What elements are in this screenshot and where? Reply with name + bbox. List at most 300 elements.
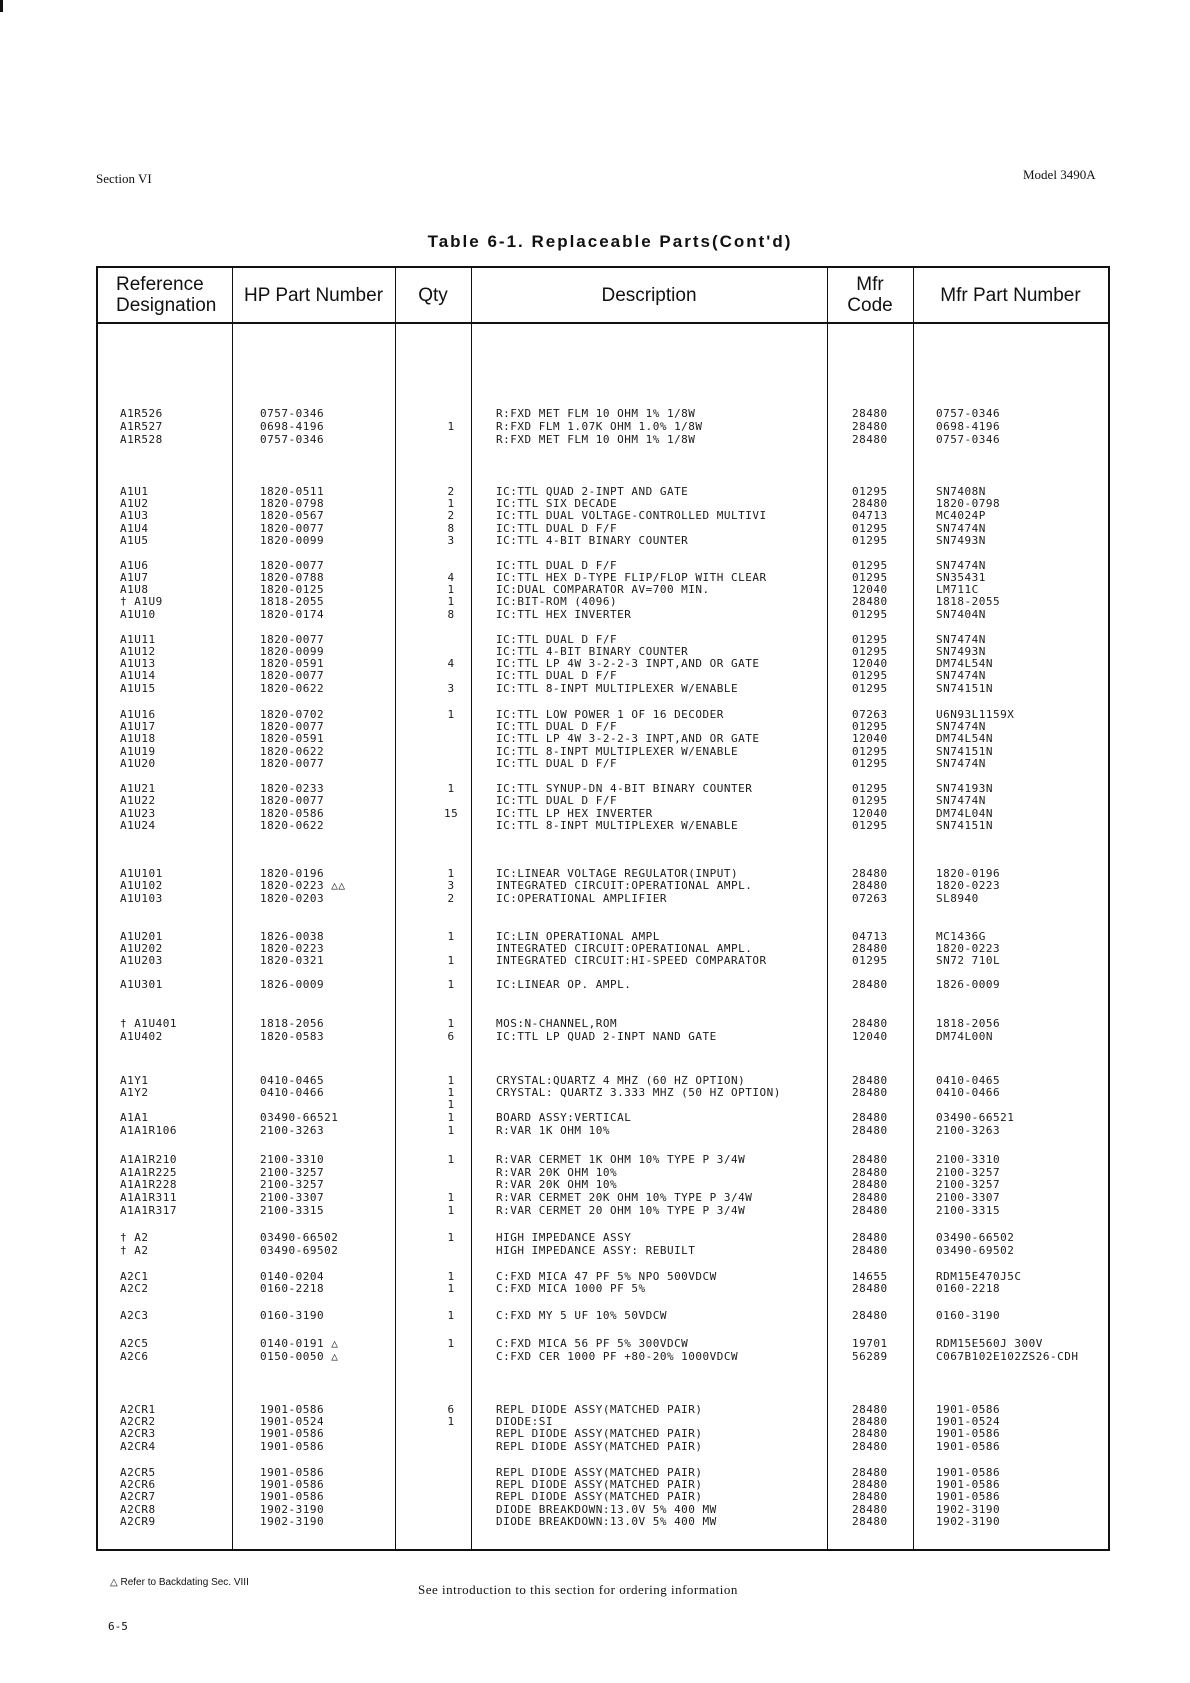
ordering-info: See introduction to this section for ordering information (418, 1582, 738, 1597)
row-cell-desc: R:VAR CERMET 20K OHM 10% TYPE P 3/4W (496, 1191, 753, 1204)
row-cell-desc: IC:LIN OPERATIONAL AMPL (496, 930, 660, 943)
row-cell-desc: IC:TTL 4-BIT BINARY COUNTER (496, 534, 689, 547)
row-cell-desc: R:FXD FLM 1.07K OHM 1.0% 1/8W (496, 420, 703, 433)
row-cell-hp: 1820-0077 (260, 757, 325, 770)
row-cell-code: 01295 (852, 720, 888, 733)
col-code-header: Mfr Code (847, 274, 893, 316)
row-cell-mpn: 1901-0586 (936, 1466, 1001, 1479)
row-cell-hp: 1820-0798 (260, 497, 325, 510)
col-divider (395, 268, 396, 1549)
row-cell-mpn: SN7404N (936, 608, 986, 621)
row-cell-ref: A1U18 (120, 732, 156, 745)
row-cell-desc: DIODE BREAKDOWN:13.0V 5% 400 MW (496, 1503, 717, 1516)
col-ref-header: Reference Designation (116, 274, 217, 316)
row-cell-desc: DIODE BREAKDOWN:13.0V 5% 400 MW (496, 1515, 717, 1528)
row-cell-code: 28480 (852, 433, 888, 446)
row-cell-qty: 4 (447, 657, 455, 670)
row-cell-hp: 1826-0009 (260, 978, 325, 991)
row-cell-mpn: SN7474N (936, 720, 986, 733)
col-divider (471, 268, 472, 1549)
row-cell-code: 28480 (852, 1124, 888, 1137)
row-cell-qty: 1 (447, 1231, 455, 1244)
row-cell-mpn: 0757-0346 (936, 433, 1001, 446)
row-cell-code: 12040 (852, 657, 888, 670)
row-cell-hp: 0698-4196 (260, 420, 325, 433)
row-cell-ref: A1U11 (120, 633, 156, 646)
row-cell-ref: A1U24 (120, 819, 156, 832)
row-cell-code: 01295 (852, 559, 888, 572)
row-cell-ref: A1U201 (120, 930, 163, 943)
row-cell-desc: DIODE:SI (496, 1415, 553, 1428)
row-cell-qty: 1 (447, 1204, 455, 1217)
row-cell-code: 01295 (852, 534, 888, 547)
row-cell-qty: 1 (447, 1191, 455, 1204)
row-cell-hp: 0140-0191 △ (260, 1337, 339, 1350)
row-cell-qty: 1 (447, 1074, 455, 1087)
table-header (98, 268, 1108, 324)
row-cell-mpn: 2100-3307 (936, 1191, 1001, 1204)
row-cell-mpn: SN7493N (936, 645, 986, 658)
row-cell-hp: 1818-2056 (260, 1017, 325, 1030)
row-cell-hp: 2100-3263 (260, 1124, 325, 1137)
row-cell-hp: 1820-0583 (260, 1030, 325, 1043)
row-cell-mpn: 0410-0466 (936, 1086, 1001, 1099)
row-cell-desc: R:VAR 20K OHM 10% (496, 1178, 618, 1191)
col-divider (827, 268, 828, 1549)
row-cell-hp: 1820-0077 (260, 720, 325, 733)
row-cell-qty: 1 (447, 595, 455, 608)
row-cell-ref: A1A1R225 (120, 1166, 177, 1179)
row-cell-mpn: 1820-0196 (936, 867, 1001, 880)
row-cell-code: 28480 (852, 942, 888, 955)
row-cell-hp: 1901-0524 (260, 1415, 325, 1428)
row-cell-mpn: LM711C (936, 583, 979, 596)
row-cell-desc: IC:TTL DUAL D F/F (496, 720, 618, 733)
row-cell-mpn: 1902-3190 (936, 1503, 1001, 1516)
page-number: 6-5 (108, 1620, 128, 1633)
parts-table (96, 266, 1110, 1551)
row-cell-code: 28480 (852, 1403, 888, 1416)
row-cell-hp: 1820-0125 (260, 583, 325, 596)
row-cell-mpn: 1820-0223 (936, 942, 1001, 955)
row-cell-desc: R:VAR CERMET 1K OHM 10% TYPE P 3/4W (496, 1153, 746, 1166)
row-cell-qty: 1 (447, 930, 455, 943)
row-cell-qty: 1 (447, 1153, 455, 1166)
row-cell-code: 28480 (852, 1466, 888, 1479)
row-cell-desc: IC:TTL DUAL D F/F (496, 794, 618, 807)
row-cell-mpn: 0698-4196 (936, 420, 1001, 433)
row-cell-hp: 1820-0321 (260, 954, 325, 967)
row-cell-mpn: SN7493N (936, 534, 986, 547)
row-cell-ref: A1U7 (120, 571, 149, 584)
row-cell-ref: A1U19 (120, 745, 156, 758)
row-cell-code: 04713 (852, 509, 888, 522)
row-cell-desc: INTEGRATED CIRCUIT:OPERATIONAL AMPL. (496, 942, 753, 955)
row-cell-desc: C:FXD MICA 1000 PF 5% (496, 1282, 646, 1295)
row-cell-desc: REPL DIODE ASSY(MATCHED PAIR) (496, 1440, 703, 1453)
row-cell-hp: 1820-0099 (260, 534, 325, 547)
row-cell-hp: 03490-69502 (260, 1244, 339, 1257)
row-cell-ref: A1U20 (120, 757, 156, 770)
row-cell-ref: A2C2 (120, 1282, 149, 1295)
col-hp-header: HP Part Number (243, 284, 384, 306)
row-cell-ref: A1A1R210 (120, 1153, 177, 1166)
row-cell-desc: IC:DUAL COMPARATOR AV=700 MIN. (496, 583, 710, 596)
row-cell-hp: 1902-3190 (260, 1503, 325, 1516)
row-cell-qty: 3 (447, 534, 455, 547)
row-cell-qty: 1 (447, 1111, 455, 1124)
row-cell-mpn: SN74151N (936, 682, 993, 695)
row-cell-hp: 1820-0622 (260, 745, 325, 758)
row-cell-hp: 1820-0591 (260, 732, 325, 745)
row-cell-hp: 1820-0586 (260, 807, 325, 820)
row-cell-mpn: 2100-3315 (936, 1204, 1001, 1217)
row-cell-desc: IC:TTL LP QUAD 2-INPT NAND GATE (496, 1030, 717, 1043)
row-cell-hp: 0757-0346 (260, 433, 325, 446)
row-cell-qty: 1 (447, 420, 455, 433)
row-cell-hp: 1820-0567 (260, 509, 325, 522)
row-cell-desc: IC:TTL LP HEX INVERTER (496, 807, 653, 820)
model-label: Model 3490A (1023, 167, 1096, 182)
row-cell-desc: BOARD ASSY:VERTICAL (496, 1111, 632, 1124)
row-cell-hp: 1820-0511 (260, 485, 325, 498)
row-cell-hp: 2100-3315 (260, 1204, 325, 1217)
row-cell-hp: 0160-2218 (260, 1282, 325, 1295)
row-cell-code: 01295 (852, 645, 888, 658)
row-cell-code: 01295 (852, 571, 888, 584)
row-cell-code: 28480 (852, 1153, 888, 1166)
row-cell-mpn: 0160-2218 (936, 1282, 1001, 1295)
row-cell-mpn: 1901-0586 (936, 1403, 1001, 1416)
row-cell-code: 28480 (852, 497, 888, 510)
row-cell-ref: A1A1 (120, 1111, 149, 1124)
row-cell-desc: C:FXD MICA 56 PF 5% 300VDCW (496, 1337, 689, 1350)
row-cell-qty: 2 (447, 892, 455, 905)
row-cell-desc: IC:LINEAR VOLTAGE REGULATOR(INPUT) (496, 867, 739, 880)
col-qty-header: Qty (418, 284, 448, 306)
row-cell-hp: 2100-3257 (260, 1178, 325, 1191)
row-cell-desc: REPL DIODE ASSY(MATCHED PAIR) (496, 1490, 703, 1503)
row-cell-mpn: 1820-0798 (936, 497, 1001, 510)
row-cell-desc: HIGH IMPEDANCE ASSY: REBUILT (496, 1244, 696, 1257)
row-cell-ref: A2C1 (120, 1270, 149, 1283)
row-cell-desc: IC:BIT-ROM (4096) (496, 595, 618, 608)
row-cell-code: 56289 (852, 1350, 888, 1363)
scan-mark (0, 0, 3, 12)
row-cell-qty: 1 (447, 1309, 455, 1322)
row-cell-mpn: DM74L00N (936, 1030, 993, 1043)
row-cell-mpn: 03490-66502 (936, 1231, 1015, 1244)
row-cell-code: 28480 (852, 1244, 888, 1257)
row-cell-desc: IC:LINEAR OP. AMPL. (496, 978, 632, 991)
row-cell-hp: 1820-0196 (260, 867, 325, 880)
row-cell-mpn: DM74L04N (936, 807, 993, 820)
row-cell-code: 28480 (852, 1440, 888, 1453)
row-cell-hp: 1901-0586 (260, 1427, 325, 1440)
row-cell-desc: IC:TTL DUAL D F/F (496, 559, 618, 572)
row-cell-qty: 8 (447, 608, 455, 621)
row-cell-desc: C:FXD CER 1000 PF +80-20% 1000VDCW (496, 1350, 739, 1363)
row-cell-mpn: SN72 710L (936, 954, 1001, 967)
row-cell-ref: A1U15 (120, 682, 156, 695)
row-cell-code: 28480 (852, 1191, 888, 1204)
row-cell-hp: 1820-0233 (260, 782, 325, 795)
row-cell-ref: A1R527 (120, 420, 163, 433)
row-cell-qty: 2 (447, 485, 455, 498)
row-cell-qty: 1 (447, 1098, 455, 1111)
row-cell-code: 28480 (852, 420, 888, 433)
row-cell-hp: 03490-66521 (260, 1111, 339, 1124)
row-cell-ref: A1R528 (120, 433, 163, 446)
row-cell-desc: R:VAR CERMET 20 OHM 10% TYPE P 3/4W (496, 1204, 746, 1217)
row-cell-qty: 1 (447, 782, 455, 795)
row-cell-mpn: U6N93L1159X (936, 708, 1015, 721)
row-cell-code: 28480 (852, 407, 888, 420)
row-cell-hp: 1826-0038 (260, 930, 325, 943)
row-cell-mpn: SN35431 (936, 571, 986, 584)
row-cell-mpn: 1826-0009 (936, 978, 1001, 991)
row-cell-mpn: DM74L54N (936, 732, 993, 745)
row-cell-ref: † A1U401 (120, 1017, 177, 1030)
row-cell-ref: A1U14 (120, 669, 156, 682)
col-desc-header: Description (601, 284, 697, 306)
row-cell-code: 28480 (852, 1111, 888, 1124)
row-cell-hp: 1820-0077 (260, 633, 325, 646)
row-cell-mpn: 1820-0223 (936, 879, 1001, 892)
row-cell-hp: 1820-0203 (260, 892, 325, 905)
row-cell-ref: A1U22 (120, 794, 156, 807)
row-cell-mpn: 1901-0586 (936, 1490, 1001, 1503)
row-cell-mpn: 1902-3190 (936, 1515, 1001, 1528)
row-cell-mpn: SN7408N (936, 485, 986, 498)
row-cell-qty: 1 (447, 1282, 455, 1295)
row-cell-ref: A1A1R311 (120, 1191, 177, 1204)
row-cell-desc: R:VAR 20K OHM 10% (496, 1166, 618, 1179)
row-cell-mpn: 2100-3257 (936, 1178, 1001, 1191)
row-cell-hp: 1901-0586 (260, 1490, 325, 1503)
row-cell-hp: 1820-0702 (260, 708, 325, 721)
row-cell-code: 28480 (852, 1074, 888, 1087)
row-cell-qty: 15 (444, 807, 459, 820)
row-cell-code: 07263 (852, 892, 888, 905)
row-cell-mpn: 1901-0586 (936, 1478, 1001, 1491)
row-cell-hp: 1820-0077 (260, 559, 325, 572)
row-cell-mpn: 1901-0524 (936, 1415, 1001, 1428)
row-cell-ref: A2CR6 (120, 1478, 156, 1491)
row-cell-ref: A1Y1 (120, 1074, 149, 1087)
row-cell-ref: A1U102 (120, 879, 163, 892)
row-cell-mpn: SN7474N (936, 794, 986, 807)
row-cell-mpn: DM74L54N (936, 657, 993, 670)
row-cell-desc: IC:TTL HEX D-TYPE FLIP/FLOP WITH CLEAR (496, 571, 767, 584)
row-cell-hp: 1820-0223 △△ (260, 879, 346, 892)
row-cell-desc: IC:TTL 8-INPT MULTIPLEXER W/ENABLE (496, 682, 739, 695)
row-cell-code: 01295 (852, 608, 888, 621)
row-cell-ref: A1U13 (120, 657, 156, 670)
row-cell-hp: 0757-0346 (260, 407, 325, 420)
row-cell-hp: 0140-0204 (260, 1270, 325, 1283)
row-cell-hp: 1901-0586 (260, 1440, 325, 1453)
row-cell-code: 04713 (852, 930, 888, 943)
row-cell-desc: C:FXD MY 5 UF 10% 50VDCW (496, 1309, 667, 1322)
row-cell-ref: A1U402 (120, 1030, 163, 1043)
row-cell-qty: 1 (447, 954, 455, 967)
row-cell-ref: A2CR9 (120, 1515, 156, 1528)
row-cell-ref: A1Y2 (120, 1086, 149, 1099)
row-cell-code: 01295 (852, 819, 888, 832)
row-cell-code: 28480 (852, 1478, 888, 1491)
row-cell-code: 28480 (852, 1415, 888, 1428)
row-cell-desc: IC:TTL DUAL VOLTAGE-CONTROLLED MULTIVI (496, 509, 767, 522)
row-cell-qty: 8 (447, 522, 455, 535)
row-cell-ref: A1U301 (120, 978, 163, 991)
row-cell-mpn: MC1436G (936, 930, 986, 943)
row-cell-code: 12040 (852, 1030, 888, 1043)
row-cell-code: 28480 (852, 1166, 888, 1179)
row-cell-desc: CRYSTAL: QUARTZ 3.333 MHZ (50 HZ OPTION) (496, 1086, 781, 1099)
row-cell-qty: 1 (447, 1017, 455, 1030)
row-cell-mpn: 03490-66521 (936, 1111, 1015, 1124)
row-cell-hp: 0410-0466 (260, 1086, 325, 1099)
row-cell-code: 07263 (852, 708, 888, 721)
row-cell-desc: IC:TTL LOW POWER 1 OF 16 DECODER (496, 708, 724, 721)
row-cell-ref: A1U103 (120, 892, 163, 905)
row-cell-code: 28480 (852, 1515, 888, 1528)
row-cell-ref: A2CR5 (120, 1466, 156, 1479)
row-cell-desc: REPL DIODE ASSY(MATCHED PAIR) (496, 1466, 703, 1479)
row-cell-code: 28480 (852, 1309, 888, 1322)
row-cell-ref: A1U17 (120, 720, 156, 733)
row-cell-desc: IC:TTL DUAL D F/F (496, 522, 618, 535)
row-cell-hp: 1820-0174 (260, 608, 325, 621)
row-cell-hp: 1820-0077 (260, 522, 325, 535)
row-cell-hp: 2100-3307 (260, 1191, 325, 1204)
row-cell-hp: 0160-3190 (260, 1309, 325, 1322)
row-cell-qty: 1 (447, 1415, 455, 1428)
row-cell-desc: IC:OPERATIONAL AMPLIFIER (496, 892, 667, 905)
row-cell-hp: 1820-0099 (260, 645, 325, 658)
row-cell-hp: 2100-3310 (260, 1153, 325, 1166)
row-cell-mpn: SN7474N (936, 522, 986, 535)
row-cell-code: 28480 (852, 1490, 888, 1503)
row-cell-desc: HIGH IMPEDANCE ASSY (496, 1231, 632, 1244)
row-cell-qty: 4 (447, 571, 455, 584)
row-cell-desc: IC:TTL DUAL D F/F (496, 669, 618, 682)
row-cell-ref: A1U203 (120, 954, 163, 967)
row-cell-qty: 3 (447, 682, 455, 695)
row-cell-code: 01295 (852, 522, 888, 535)
row-cell-mpn: SN7474N (936, 669, 986, 682)
row-cell-code: 12040 (852, 583, 888, 596)
row-cell-ref: A1U5 (120, 534, 149, 547)
row-cell-ref: A2CR8 (120, 1503, 156, 1516)
col-mpn-header: Mfr Part Number (940, 284, 1081, 306)
row-cell-ref: A1U101 (120, 867, 163, 880)
row-cell-ref: A2C6 (120, 1350, 149, 1363)
row-cell-mpn: SN7474N (936, 633, 986, 646)
row-cell-code: 01295 (852, 954, 888, 967)
row-cell-hp: 1901-0586 (260, 1466, 325, 1479)
row-cell-ref: A1U23 (120, 807, 156, 820)
row-cell-code: 28480 (852, 1086, 888, 1099)
row-cell-qty: 1 (447, 1124, 455, 1137)
row-cell-qty: 3 (447, 879, 455, 892)
row-cell-mpn: 1818-2056 (936, 1017, 1001, 1030)
row-cell-desc: IC:TTL SYNUP-DN 4-BIT BINARY COUNTER (496, 782, 753, 795)
row-cell-ref: † A1U9 (120, 595, 163, 608)
row-cell-qty: 1 (447, 1270, 455, 1283)
row-cell-mpn: 2100-3257 (936, 1166, 1001, 1179)
row-cell-mpn: RDM15E470J5C (936, 1270, 1022, 1283)
row-cell-desc: REPL DIODE ASSY(MATCHED PAIR) (496, 1427, 703, 1440)
table-caption: Table 6-1. Replaceable Parts(Cont'd) (427, 232, 793, 251)
row-cell-hp: 1901-0586 (260, 1478, 325, 1491)
row-cell-desc: IC:TTL SIX DECADE (496, 497, 618, 510)
row-cell-mpn: 2100-3263 (936, 1124, 1001, 1137)
row-cell-ref: A1A1R317 (120, 1204, 177, 1217)
row-cell-qty: 1 (447, 708, 455, 721)
row-cell-code: 01295 (852, 633, 888, 646)
row-cell-mpn: RDM15E560J 300V (936, 1337, 1043, 1350)
row-cell-code: 28480 (852, 1178, 888, 1191)
row-cell-ref: A1U202 (120, 942, 163, 955)
row-cell-desc: IC:TTL 8-INPT MULTIPLEXER W/ENABLE (496, 745, 739, 758)
row-cell-ref: A1U1 (120, 485, 149, 498)
row-cell-hp: 1820-0077 (260, 669, 325, 682)
row-cell-qty: 1 (447, 497, 455, 510)
row-cell-code: 28480 (852, 1282, 888, 1295)
row-cell-code: 19701 (852, 1337, 888, 1350)
row-cell-code: 28480 (852, 1503, 888, 1516)
row-cell-desc: REPL DIODE ASSY(MATCHED PAIR) (496, 1478, 703, 1491)
row-cell-ref: A1U3 (120, 509, 149, 522)
row-cell-desc: R:FXD MET FLM 10 OHM 1% 1/8W (496, 433, 696, 446)
row-cell-ref: A1U6 (120, 559, 149, 572)
row-cell-hp: 1820-0223 (260, 942, 325, 955)
col-divider (913, 268, 914, 1549)
row-cell-hp: 0410-0465 (260, 1074, 325, 1087)
row-cell-code: 01295 (852, 669, 888, 682)
row-cell-qty: 2 (447, 509, 455, 522)
row-cell-hp: 1820-0788 (260, 571, 325, 584)
row-cell-qty: 1 (447, 1086, 455, 1099)
row-cell-mpn: SN74151N (936, 745, 993, 758)
row-cell-hp: 1820-0622 (260, 682, 325, 695)
row-cell-mpn: SN74193N (936, 782, 993, 795)
row-cell-desc: IC:TTL LP 4W 3-2-2-3 INPT,AND OR GATE (496, 657, 760, 670)
row-cell-qty: 1 (447, 1337, 455, 1350)
row-cell-code: 28480 (852, 595, 888, 608)
row-cell-code: 28480 (852, 867, 888, 880)
row-cell-hp: 1818-2055 (260, 595, 325, 608)
row-cell-ref: A2C3 (120, 1309, 149, 1322)
row-cell-ref: A1U12 (120, 645, 156, 658)
row-cell-desc: IC:TTL 4-BIT BINARY COUNTER (496, 645, 689, 658)
row-cell-hp: 2100-3257 (260, 1166, 325, 1179)
row-cell-code: 28480 (852, 1017, 888, 1030)
row-cell-ref: A1A1R228 (120, 1178, 177, 1191)
row-cell-mpn: 2100-3310 (936, 1153, 1001, 1166)
row-cell-qty: 1 (447, 867, 455, 880)
row-cell-ref: A1U2 (120, 497, 149, 510)
row-cell-hp: 03490-66502 (260, 1231, 339, 1244)
row-cell-mpn: C067B102E102ZS26-CDH (936, 1350, 1079, 1363)
row-cell-ref: † A2 (120, 1244, 149, 1257)
row-cell-hp: 1902-3190 (260, 1515, 325, 1528)
row-cell-mpn: SN7474N (936, 757, 986, 770)
row-cell-ref: A1U8 (120, 583, 149, 596)
section-label: Section VI (96, 171, 152, 186)
